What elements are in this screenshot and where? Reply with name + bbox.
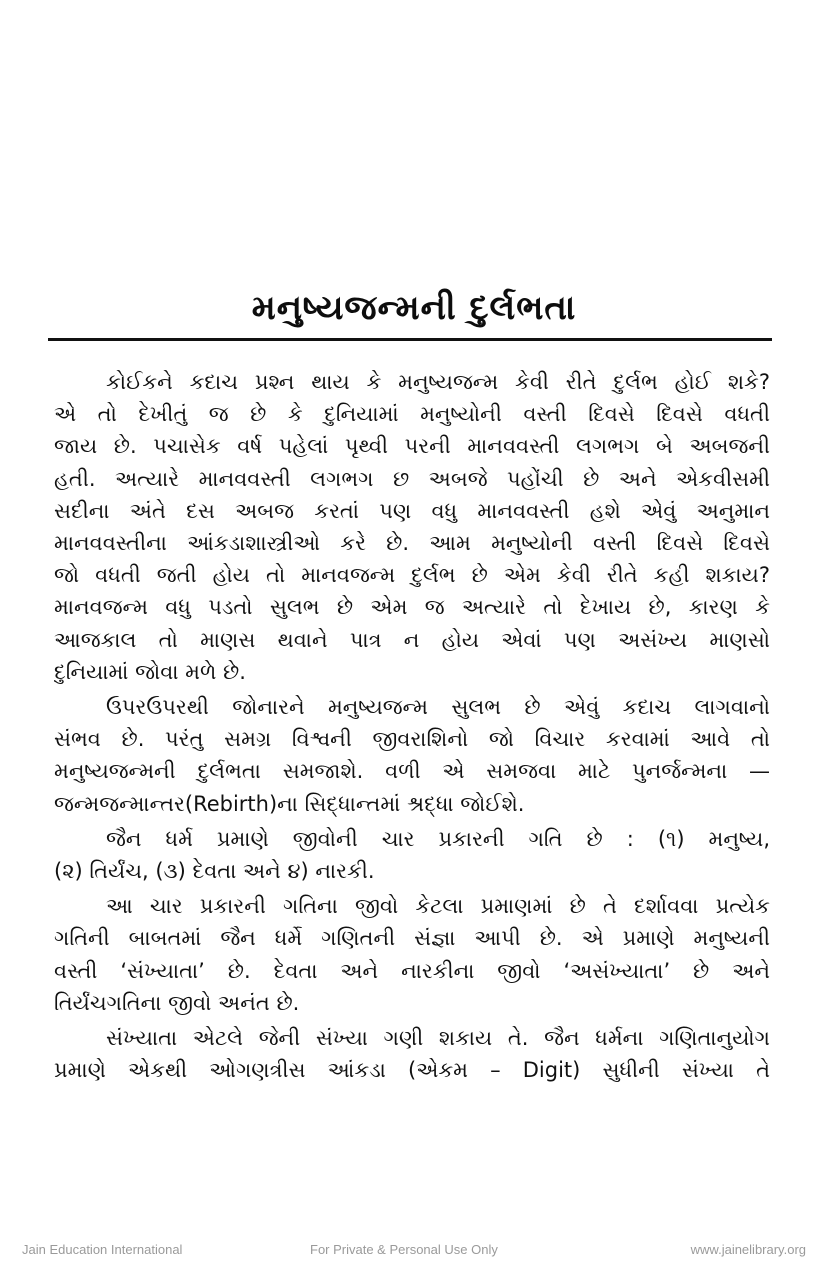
text-line: તિર્યંચગતિના જીવો અનંત છે. (54, 990, 300, 1015)
text-line: જાય છે. પચાસેક વર્ષ પહેલાં પૃથ્વી પરની માનવવસ્તી લગભગ બે અબજની (54, 434, 770, 459)
text-line: સંખ્યાતા એટલે જેની સંખ્યા ગણી શકાય તે. જૈન ધર્મના ગણિતાનુયોગ (106, 1026, 770, 1051)
text-line: જન્મજન્માન્તર(Rebirth)ના સિદ્ધાન્તમાં શ્રદ્ધા જોઈશે. (54, 791, 525, 816)
text-line: જો વધતી જતી હોય તો માનવજન્મ દુર્લભ છે એમ કેવી રીતે કહી શકાય? (54, 563, 770, 588)
footer-website-link[interactable]: www.jainelibrary.org (690, 1242, 806, 1257)
page-footer (0, 1238, 828, 1262)
text-line: માનવજન્મ વધુ પડતો સુલભ છે એમ જ અત્યારે તો દેખાય છે, કારણ કે (54, 595, 770, 620)
body-text (54, 366, 770, 1089)
text-line: એ તો દેખીતું જ છે કે દુનિયામાં મનુષ્યોની વસ્તી દિવસે દિવસે વધતી (54, 402, 770, 427)
paragraph-2 (54, 691, 770, 820)
paragraph-4 (54, 890, 770, 1019)
text-line: જૈન ધર્મ પ્રમાણે જીવોની ચાર પ્રકારની ગતિ છે : (૧) મનુષ્ય, (106, 826, 770, 851)
text-line: આજકાલ તો માણસ થવાને પાત્ર ન હોય એવાં પણ અસંખ્ય માણસો (54, 627, 770, 652)
paragraph-1 (54, 366, 770, 688)
text-line: વસ્તી ‘સંખ્યાતા’ છે. દેવતા અને નારકીના જીવો ‘અસંખ્યાતા’ છે અને (54, 958, 770, 983)
text-line: સદીના અંતે દસ અબજ કરતાં પણ વધુ માનવવસ્તી હશે એવું અનુમાન (54, 498, 770, 523)
text-line: આ ચાર પ્રકારની ગતિના જીવો કેટલા પ્રમાણમાં છે તે દર્શાવવા પ્રત્યેક (106, 894, 770, 919)
paragraph-5 (54, 1022, 770, 1086)
text-line: મનુષ્યજન્મની દુર્લભતા સમજાશે. વળી એ સમજવા માટે પુનર્જન્મના — (54, 759, 770, 784)
text-line: ઉપરઉપરથી જોનારને મનુષ્યજન્મ સુલભ છે એવું કદાચ લાગવાનો (106, 695, 770, 720)
footer-usage-notice: For Private & Personal Use Only (310, 1242, 498, 1257)
chapter-title: મનુષ્યજન્મની દુર્લભતા (251, 288, 577, 328)
text-line: હતી. અત્યારે માનવવસ્તી લગભગ છ અબજે પહોંચી છે અને એકવીસમી (54, 466, 770, 491)
text-line: કોઈકને કદાચ પ્રશ્ન થાય કે મનુષ્યજન્મ કેવી રીતે દુર્લભ હોઈ શકે? (106, 370, 770, 394)
text-line: પ્રમાણે એકથી ઓગણત્રીસ આંકડા (એકમ – Digit) સુધીની સંખ્યા તે (54, 1058, 770, 1083)
text-line: માનવવસ્તીના આંકડાશાસ્ત્રીઓ કરે છે. આમ મનુષ્યોની વસ્તી દિવસે દિવસે (54, 531, 770, 556)
title-divider (48, 338, 772, 341)
text-line: (૨) તિર્યંચ, (૩) દેવતા અને ૪) નારકી. (54, 859, 375, 884)
text-line: ગતિની બાબતમાં જૈન ધર્મે ગણિતની સંજ્ઞા આપી છે. એ પ્રમાણે મનુષ્યની (54, 926, 770, 951)
paragraph-3 (54, 823, 770, 887)
footer-publisher: Jain Education International (22, 1242, 183, 1257)
text-line: દુનિયામાં જોવા મળે છે. (54, 659, 246, 684)
text-line: સંભવ છે. પરંતુ સમગ્ર વિશ્વની જીવરાશિનો જો વિચાર કરવામાં આવે તો (54, 727, 770, 752)
